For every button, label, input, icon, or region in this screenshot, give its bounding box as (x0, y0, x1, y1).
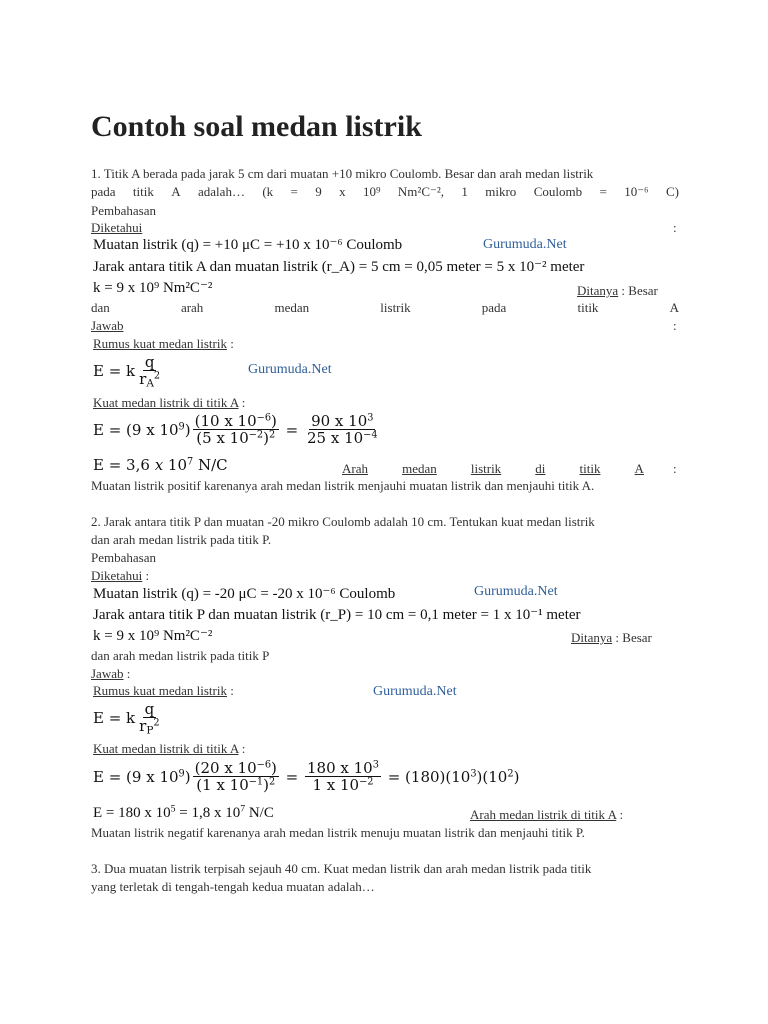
watermark-4: Gurumuda.Net (373, 684, 457, 699)
p1-result: E = 3,6 x $10^7$ N/C (93, 456, 228, 474)
p1-question-line2: pada titik A adalah… (k = 9 x 10⁹ Nm²C⁻², 1 mikro Coulomb = 10⁻⁶ C) (91, 184, 679, 199)
p1-jawab: Jawab (91, 318, 124, 333)
p1-ditanya: Ditanya (577, 283, 619, 298)
p2-arah: Arah medan listrik di titik A (470, 807, 617, 822)
p2-arah-line: Arah medan listrik di titik A : (470, 807, 624, 822)
watermark-3: Gurumuda.Net (474, 584, 558, 599)
p3-question-line2: yang terletak di tengah-tengah kedua muatan adalah… (91, 879, 375, 894)
p1-colon-2: : (673, 318, 677, 333)
p2-given-k: k = 9 x 10⁹ Nm²C⁻² (93, 628, 213, 644)
p2-formula: E = k $\frac{q}{r_P^2}$ (93, 700, 160, 737)
p2-rumus: Rumus kuat medan listrik (93, 683, 227, 698)
p2-jawab: Jawab (91, 666, 124, 681)
p1-given-charge: Muatan listrik (q) = +10 μC = +10 x 10⁻⁶ Coulomb (93, 237, 403, 253)
p1-question-line1: 1. Titik A berada pada jarak 5 cm dari muatan +10 mikro Coulomb. Besar dan arah medan listrik (91, 166, 594, 181)
p1-kuat: Kuat medan listrik di titik A (93, 395, 239, 410)
p1-arah: Arah medan listrik di titik A (342, 461, 644, 476)
p1-answer: Muatan listrik positif karenanya arah medan listrik menjauhi muatan listrik dan menjauhi titik A. (91, 478, 595, 493)
p2-given-distance: Jarak antara titik P dan muatan listrik (r_P) = 10 cm = 0,1 meter = 1 x 10⁻¹ meter (93, 607, 581, 623)
p1-diketahui: Diketahui (91, 220, 143, 235)
p1-colon-3: : (673, 461, 677, 476)
p1-calculation: E = (9 x $10^9$) $\frac{(10 x 10^{-6})}{(5 x 10^{-2})^2}$ = $\frac{90 x 10^3}{25 x 10^{-4}}$ (93, 412, 378, 447)
p2-jawab-line: Jawab : (91, 666, 131, 681)
p1-formula: E = k $\frac{q}{r_A^2}$ (93, 353, 161, 390)
p2-calculation: E = (9 x $10^9$) $\frac{(20 x 10^{-6})}{(1 x 10^{-1})^2}$ = $\frac{180 x 10^3}{1 x 10^{-2}}$ = $(180)(10^3)(10^2)$ (93, 759, 520, 794)
p2-kuat: Kuat medan listrik di titik A (93, 741, 239, 756)
p2-rumus-line: Rumus kuat medan listrik : (93, 683, 234, 698)
p2-ditanya-line: Ditanya : Besar (571, 630, 652, 645)
p1-pembahasan: Pembahasan (91, 203, 156, 218)
p2-asked-line: dan arah medan listrik pada titik P (91, 648, 270, 663)
page-title: Contoh soal medan listrik (91, 110, 422, 143)
p2-kuat-line: Kuat medan listrik di titik A : (93, 741, 246, 756)
p1-colon: : (673, 220, 677, 235)
watermark-1: Gurumuda.Net (483, 237, 567, 252)
p2-answer: Muatan listrik negatif karenanya arah medan listrik menuju muatan listrik dan menjauhi titik P. (91, 825, 585, 840)
p2-result: E = 180 x $10^5 = 1,8$ x $10^7$ N/C (93, 803, 274, 821)
p1-given-distance: Jarak antara titik A dan muatan listrik (r_A) = 5 cm = 0,05 meter = 5 x 10⁻² meter (93, 259, 585, 275)
p2-diketahui-line: Diketahui : (91, 568, 150, 583)
p2-question-line2: dan arah medan listrik pada titik P. (91, 532, 272, 547)
p2-given-charge: Muatan listrik (q) = -20 μC = -20 x 10⁻⁶ Coulomb (93, 586, 396, 602)
p3-question-line1: 3. Dua muatan listrik terpisah sejauh 40 cm. Kuat medan listrik dan arah medan listrik pada titik (91, 861, 592, 876)
p1-kuat-line: Kuat medan listrik di titik A : (93, 395, 246, 410)
p1-rumus-line: Rumus kuat medan listrik : (93, 336, 234, 351)
watermark-2: Gurumuda.Net (248, 362, 332, 377)
p2-question-line1: 2. Jarak antara titik P dan muatan -20 mikro Coulomb adalah 10 cm. Tentukan kuat medan listrik (91, 514, 595, 529)
p2-pembahasan: Pembahasan (91, 550, 156, 565)
p1-given-k: k = 9 x 10⁹ Nm²C⁻² (93, 280, 213, 296)
p1-rumus: Rumus kuat medan listrik (93, 336, 227, 351)
p1-asked-line: dan arah medan listrik pada titik A (91, 300, 679, 315)
p2-ditanya: Ditanya (571, 630, 613, 645)
p2-diketahui: Diketahui (91, 568, 143, 583)
p1-ditanya-line: Ditanya : Besar (577, 283, 658, 298)
